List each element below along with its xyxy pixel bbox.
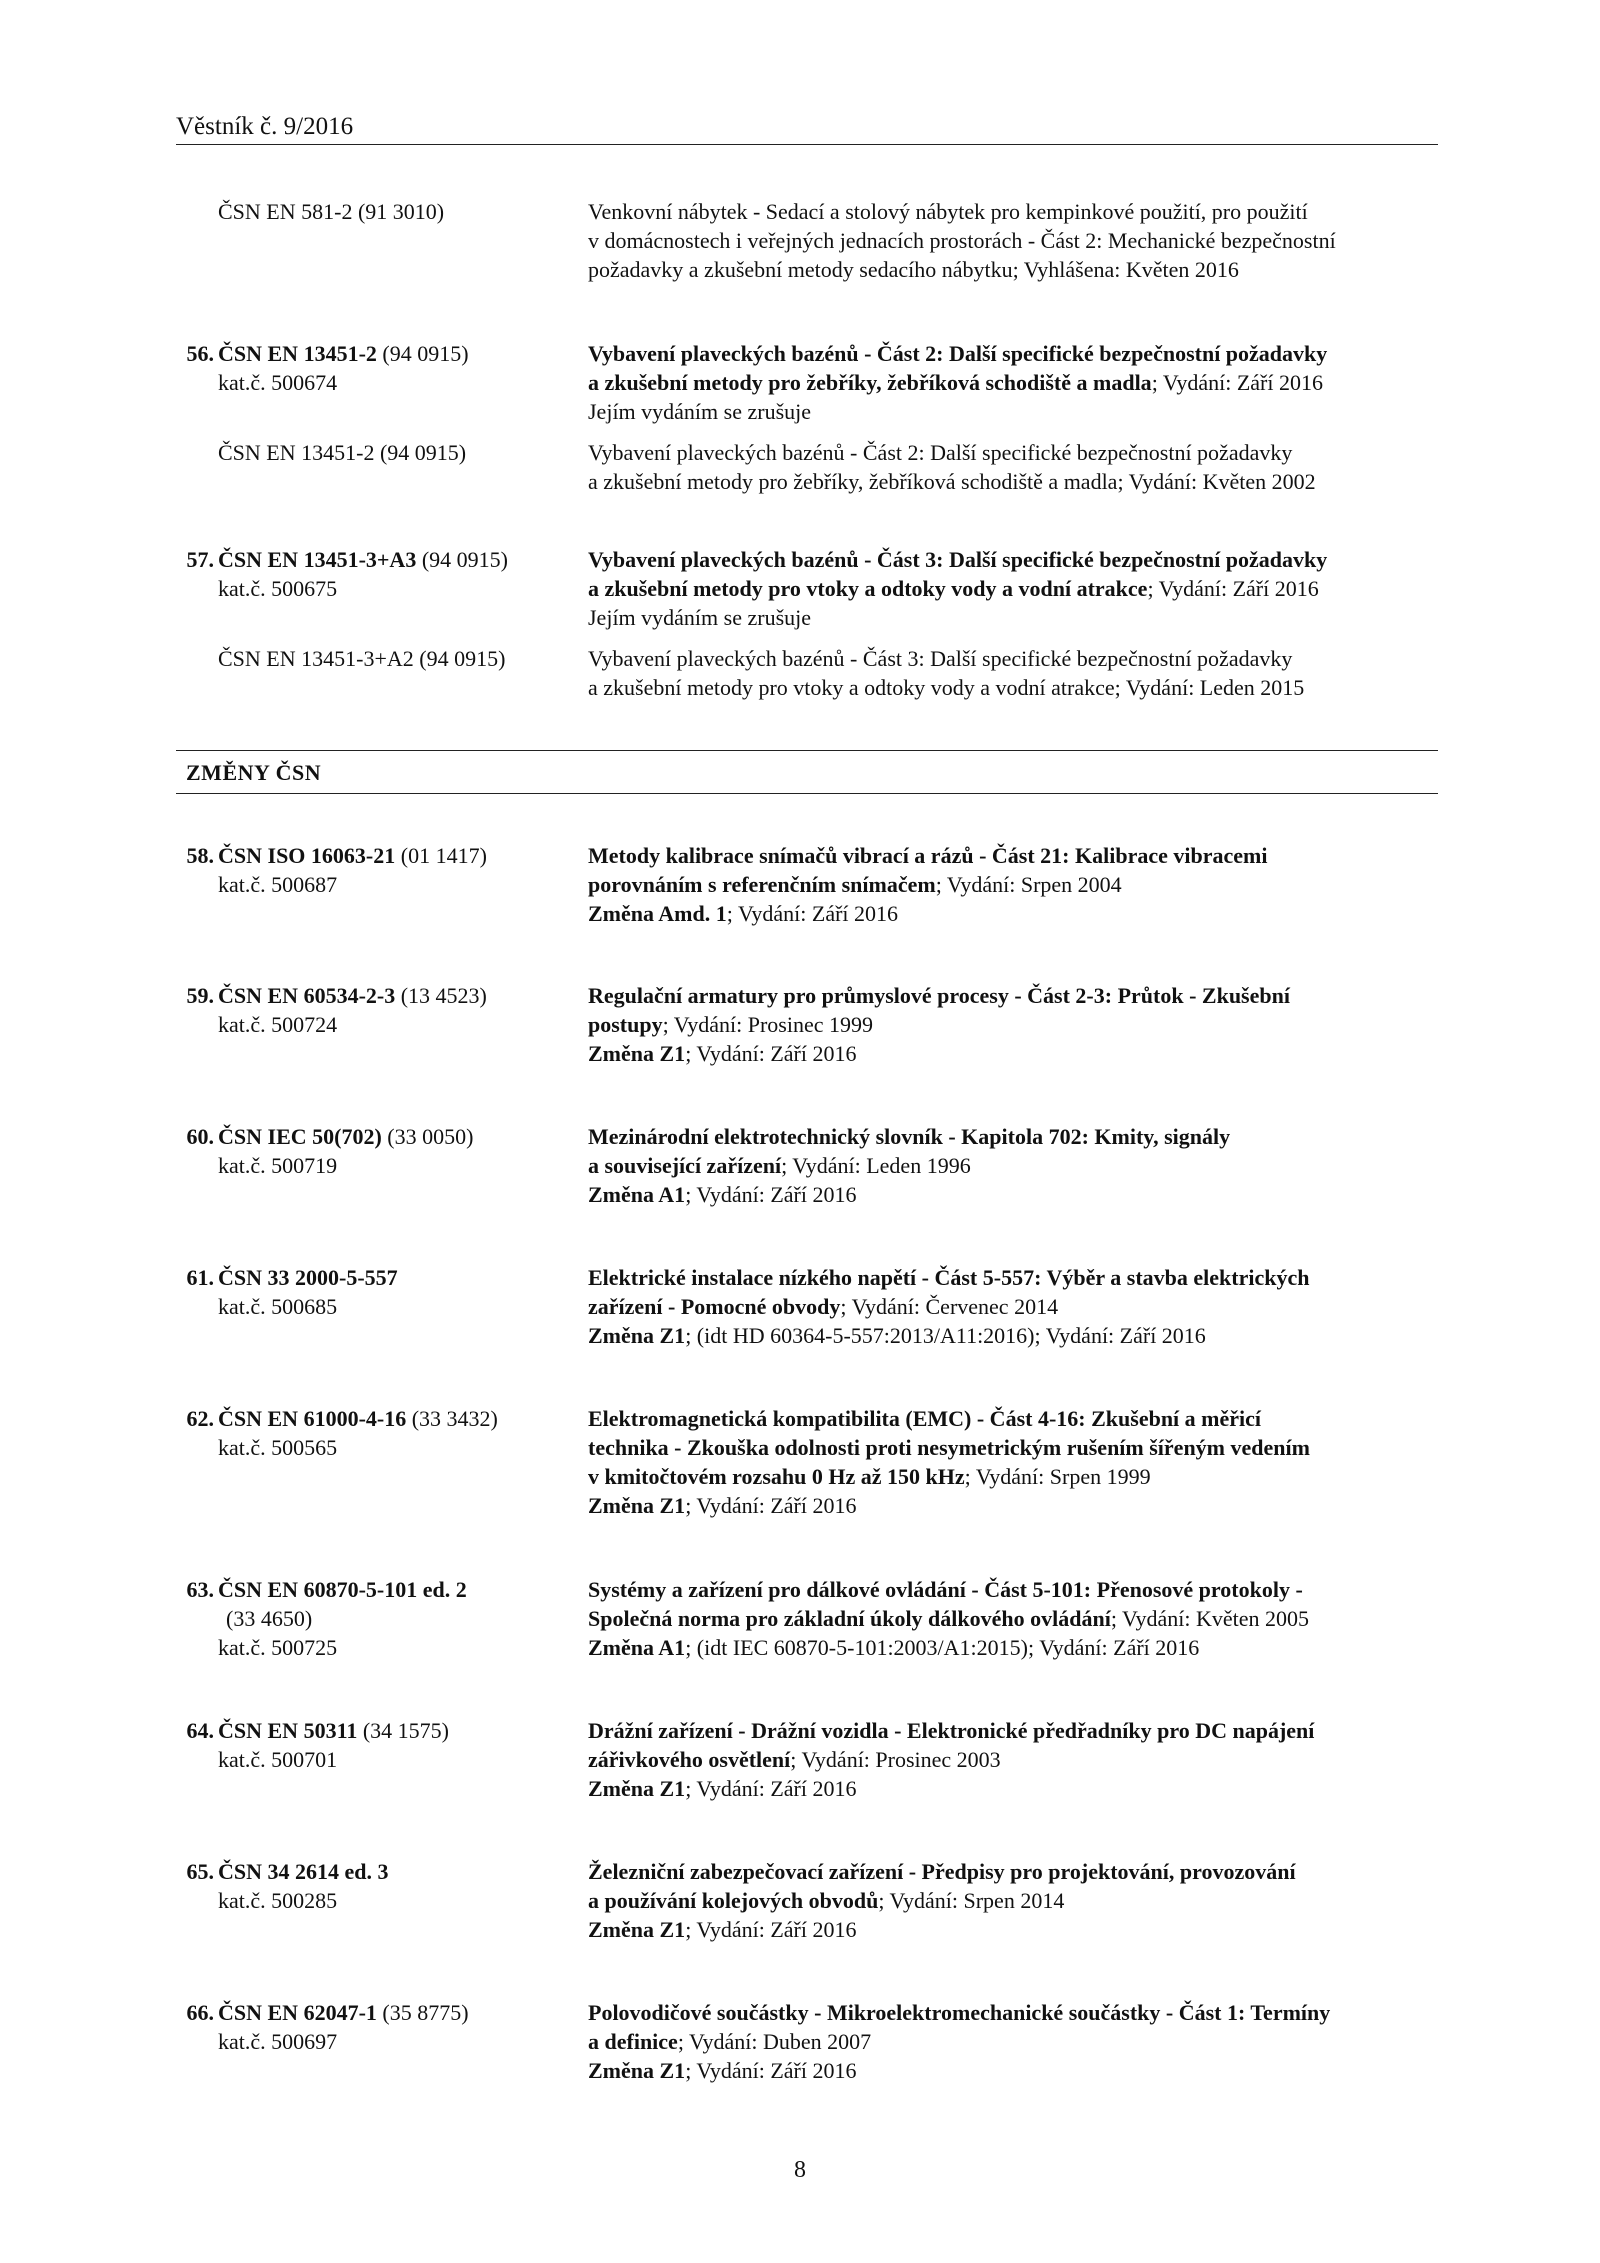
- replaced-standard-title: Vybavení plaveckých bazénů - Část 2: Další specifické bezpečnostní požadavky a zkušební metody pro žebříky, žebříková schodiště a madla; Vydání: Květen 2002: [588, 440, 1316, 494]
- standard-code: 66. ČSN EN 62047-1 (35 8775) kat.č. 500697: [176, 1998, 576, 2056]
- catalog-number: kat.č. 500697: [218, 2029, 338, 2054]
- standard-entry: [176, 197, 1438, 284]
- standard-code: 57. ČSN EN 13451-3+A3 (94 0915) kat.č. 500675: [176, 545, 576, 603]
- standard-entry-60: [176, 1122, 1438, 1209]
- standard-code: 62. ČSN EN 61000-4-16 (33 3432) kat.č. 500565: [176, 1404, 576, 1462]
- standard-entry-66: [176, 1998, 1438, 2085]
- standard-entry-63: [176, 1575, 1438, 1662]
- standard-title: Mezinárodní elektrotechnický slovník - Kapitola 702: Kmity, signály a související zařízení; Vydání: Leden 1996 Změna A1; Vydání: Září 2016: [588, 1124, 1231, 1207]
- standard-title: Vybavení plaveckých bazénů - Část 3: Další specifické bezpečnostní požadavky a zkušební metody pro vtoky a odtoky vody a vodní atrakce; Vydání: Září 2016 Jejím vydáním se zrušuje: [588, 547, 1328, 630]
- standard-title: Elektromagnetická kompatibilita (EMC) - Část 4-16: Zkušební a měřicí technika - Zkouška odolnosti proti nesymetrickým rušením šířeným vedením v kmitočtovém rozsahu 0 Hz až 150 kHz; Vydání: Srpen 1999 Změna Z1; Vydání: Září 2016: [588, 1406, 1310, 1518]
- catalog-number: kat.č. 500687: [218, 872, 338, 897]
- standard-title: Elektrické instalace nízkého napětí - Část 5-557: Výběr a stavba elektrických zařízení - Pomocné obvody; Vydání: Červenec 2014 Změna Z1; (idt HD 60364-5-557:2013/A11:2016); Vydání: Září 2016: [588, 1265, 1310, 1348]
- catalog-number: kat.č. 500674: [218, 370, 338, 395]
- catalog-number: kat.č. 500701: [218, 1747, 338, 1772]
- standard-code: 61. ČSN 33 2000-5-557 kat.č. 500685: [176, 1263, 576, 1321]
- replaced-standard-code: ČSN EN 13451-3+A2 (94 0915): [218, 646, 506, 671]
- standard-code: 60. ČSN IEC 50(702) (33 0050) kat.č. 500719: [176, 1122, 576, 1180]
- standard-entry-65: [176, 1857, 1438, 1944]
- standard-title: Metody kalibrace snímačů vibrací a rázů - Část 21: Kalibrace vibracemi porovnáním s referenčním snímačem; Vydání: Srpen 2004 Změna Amd. 1; Vydání: Září 2016: [588, 843, 1268, 926]
- standard-title: Venkovní nábytek - Sedací a stolový nábytek pro kempinkové použití, pro použití v domácnostech i veřejných jednacích prostorách - Část 2: Mechanické bezpečnostní požadavky a zkušební metody sedacího nábytku; Vyhlášena: Květen 2016: [588, 199, 1336, 282]
- standard-entry-59: [176, 981, 1438, 1068]
- section-header: [176, 750, 1438, 794]
- standard-title: Železniční zabezpečovací zařízení - Předpisy pro projektování, provozování a používání kolejových obvodů; Vydání: Srpen 2014 Změna Z1; Vydání: Září 2016: [588, 1859, 1296, 1942]
- standard-title: Drážní zařízení - Drážní vozidla - Elektronické předřadníky pro DC napájení zářivkového osvětlení; Vydání: Prosinec 2003 Změna Z1; Vydání: Září 2016: [588, 1718, 1315, 1801]
- catalog-number: kat.č. 500285: [218, 1888, 338, 1913]
- section-title: ZMĚNY ČSN: [186, 760, 322, 785]
- page-header: [176, 112, 1438, 145]
- standard-title: Regulační armatury pro průmyslové procesy - Část 2-3: Průtok - Zkušební postupy; Vydání: Prosinec 1999 Změna Z1; Vydání: Září 2016: [588, 983, 1290, 1066]
- standard-code: 56. ČSN EN 13451-2 (94 0915) kat.č. 500674: [176, 339, 576, 397]
- catalog-number: kat.č. 500565: [218, 1435, 338, 1460]
- standard-code: ČSN EN 581-2 (91 3010): [218, 199, 445, 224]
- standard-entry-64: [176, 1716, 1438, 1803]
- standard-code: 65. ČSN 34 2614 ed. 3 kat.č. 500285: [176, 1857, 576, 1915]
- standard-code: 63. ČSN EN 60870-5-101 ed. 2 (33 4650) kat.č. 500725: [176, 1575, 576, 1662]
- catalog-number: kat.č. 500724: [218, 1012, 338, 1037]
- standard-entry-61: [176, 1263, 1438, 1350]
- standard-code: 64. ČSN EN 50311 (34 1575) kat.č. 500701: [176, 1716, 576, 1774]
- page-number: 8: [794, 2157, 806, 2183]
- standard-title: Systémy a zařízení pro dálkové ovládání - Část 5-101: Přenosové protokoly - Společná norma pro základní úkoly dálkového ovládání; Vydání: Květen 2005 Změna A1; (idt IEC 60870-5-101:2003/A1:2015); Vydání: Září 2016: [588, 1577, 1310, 1660]
- standard-entry-57: [176, 545, 1438, 702]
- catalog-number: kat.č. 500725: [218, 1635, 338, 1660]
- standard-entry-62: [176, 1404, 1438, 1520]
- bulletin-title: Věstník č. 9/2016: [176, 113, 354, 140]
- standard-title: Polovodičové součástky - Mikroelektromechanické součástky - Část 1: Termíny a definice; Vydání: Duben 2007 Změna Z1; Vydání: Září 2016: [588, 2000, 1331, 2083]
- standard-entry-56: [176, 339, 1438, 496]
- replaced-standard-code: ČSN EN 13451-2 (94 0915): [218, 440, 467, 465]
- standard-code: 59. ČSN EN 60534-2-3 (13 4523) kat.č. 500724: [176, 981, 576, 1039]
- standard-code: 58. ČSN ISO 16063-21 (01 1417) kat.č. 500687: [176, 841, 576, 899]
- standard-entry-58: [176, 841, 1438, 928]
- catalog-number: kat.č. 500675: [218, 576, 338, 601]
- catalog-number: kat.č. 500719: [218, 1153, 338, 1178]
- replaced-standard-title: Vybavení plaveckých bazénů - Část 3: Další specifické bezpečnostní požadavky a zkušební metody pro vtoky a odtoky vody a vodní atrakce; Vydání: Leden 2015: [588, 646, 1305, 700]
- standard-title: Vybavení plaveckých bazénů - Část 2: Další specifické bezpečnostní požadavky a zkušební metody pro žebříky, žebříková schodiště a madla; Vydání: Září 2016 Jejím vydáním se zrušuje: [588, 341, 1328, 424]
- catalog-number: kat.č. 500685: [218, 1294, 338, 1319]
